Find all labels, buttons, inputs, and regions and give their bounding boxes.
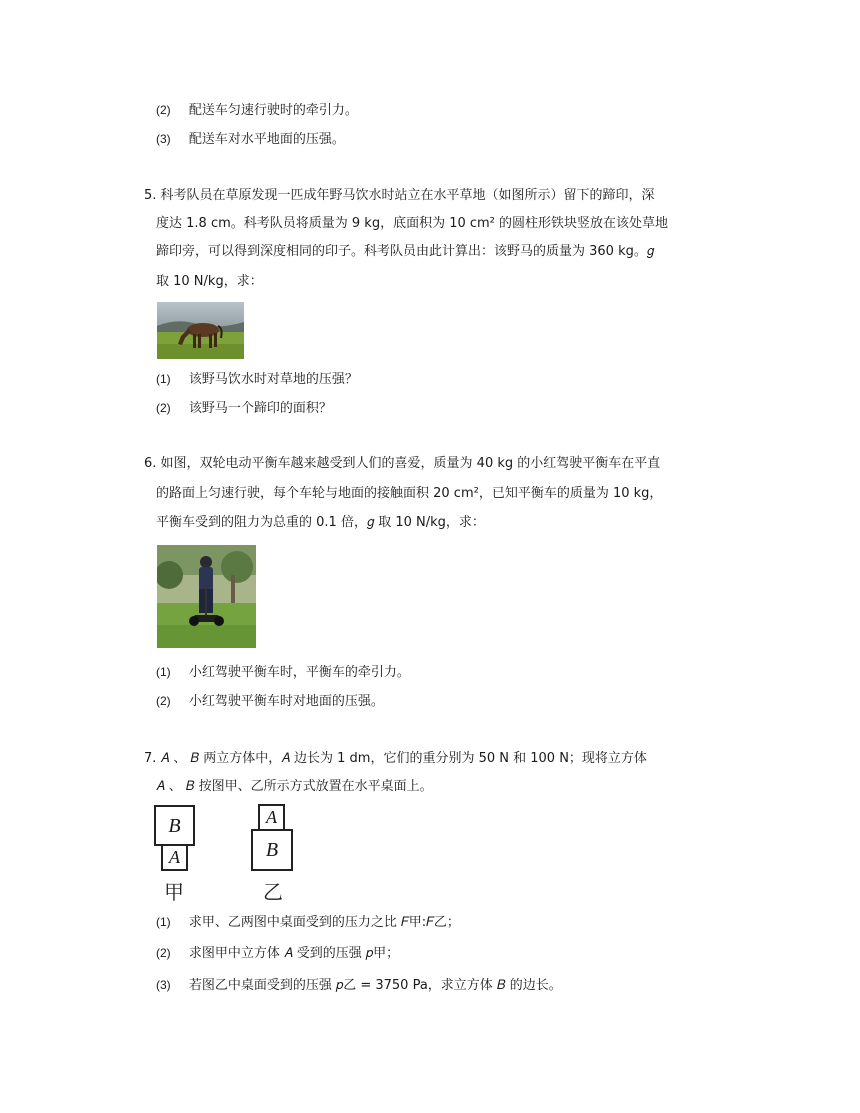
q7-line-1: 7. 𝐴 、 𝐵 两立方体中，𝐴 边长为 1 dm，它们的重分别为 50 N 和 100 N；现将立方体 bbox=[144, 751, 647, 766]
person-on-balance-scooter-photo bbox=[157, 545, 256, 648]
item-index: (2) bbox=[156, 694, 171, 708]
q5-line-3: 蹄印旁，可以得到深度相同的印子。科考队员由此计算出：该野马的质量为 360 kg。𝑔 bbox=[156, 244, 655, 259]
q7-item-2 bbox=[156, 943, 399, 963]
item-text: 该野马一个蹄印的面积？ bbox=[188, 401, 332, 416]
item-text: 求图甲中立方体 𝐴 受到的压强 𝑝甲； bbox=[188, 946, 400, 961]
item-text: 小红驾驶平衡车时对地面的压强。 bbox=[188, 694, 384, 709]
q5-line-1: 5. 科考队员在草原发现一匹成年野马饮水时站立在水平草地（如图所示）留下的蹄印，深 bbox=[144, 188, 655, 203]
item-text: 配送车对水平地面的压强。 bbox=[188, 132, 345, 147]
item-text: 若图乙中桌面受到的压强 𝑝乙 = 3750 Pa，求立方体 𝐵 的边长。 bbox=[188, 978, 562, 993]
q6-line-1: 6. 如图，双轮电动平衡车越来越受到人们的喜爱，质量为 40 kg 的小红驾驶平衡车在平直 bbox=[144, 456, 661, 471]
yi-cube-top bbox=[258, 804, 285, 831]
q5-line-2: 度达 1.8 cm。科考队员将质量为 9 kg，底面积为 10 cm² 的圆柱形铁块竖放在该处草地 bbox=[156, 216, 669, 231]
yi-caption: 乙 bbox=[263, 880, 283, 904]
cube-label: A bbox=[266, 807, 277, 827]
q6-line-2: 的路面上匀速行驶，每个车轮与地面的接触面积 20 cm²，已知平衡车的质量为 10 kg， bbox=[156, 486, 663, 501]
item-index: (2) bbox=[156, 946, 171, 960]
item-index: (2) bbox=[156, 401, 171, 415]
item-index: (2) bbox=[156, 103, 171, 117]
q7-item-3 bbox=[156, 975, 562, 995]
item-text: 配送车匀速行驶时的牵引力。 bbox=[188, 103, 358, 118]
jia-cube-bottom bbox=[161, 844, 188, 871]
item-index: (3) bbox=[156, 132, 171, 146]
jia-caption: 甲 bbox=[164, 880, 184, 904]
cube-label: A bbox=[169, 847, 180, 867]
q7-line-2: 𝐴 、 𝐵 按图甲、乙所示方式放置在水平桌面上。 bbox=[156, 779, 433, 794]
q7-item-1 bbox=[156, 912, 460, 932]
item-index: (1) bbox=[156, 665, 171, 679]
q6-item-1 bbox=[156, 662, 410, 682]
q5-item-1 bbox=[156, 369, 358, 389]
q6-line-3: 平衡车受到的阻力为总重的 0.1 倍，𝑔 取 10 N/kg，求： bbox=[156, 515, 485, 530]
cube-label: B bbox=[168, 815, 181, 837]
item-text: 小红驾驶平衡车时，平衡车的牵引力。 bbox=[188, 665, 410, 680]
yi-cube-bottom bbox=[251, 829, 293, 871]
item-text: 求甲、乙两图中桌面受到的压力之比 𝐹甲:𝐹乙； bbox=[188, 915, 460, 930]
item-index: (1) bbox=[156, 915, 171, 929]
horse-grazing-photo bbox=[157, 302, 244, 359]
q5-item-2 bbox=[156, 398, 332, 418]
item-text: 该野马饮水时对草地的压强？ bbox=[188, 372, 358, 387]
q6-item-2 bbox=[156, 691, 384, 711]
jia-cube-top bbox=[154, 805, 195, 846]
q5-line-4: 取 10 N/kg，求： bbox=[156, 274, 263, 289]
q4-item-3 bbox=[156, 129, 345, 149]
item-index: (3) bbox=[156, 978, 171, 992]
cube-label: B bbox=[265, 839, 279, 861]
item-index: (1) bbox=[156, 372, 171, 386]
q4-item-2 bbox=[156, 100, 358, 120]
